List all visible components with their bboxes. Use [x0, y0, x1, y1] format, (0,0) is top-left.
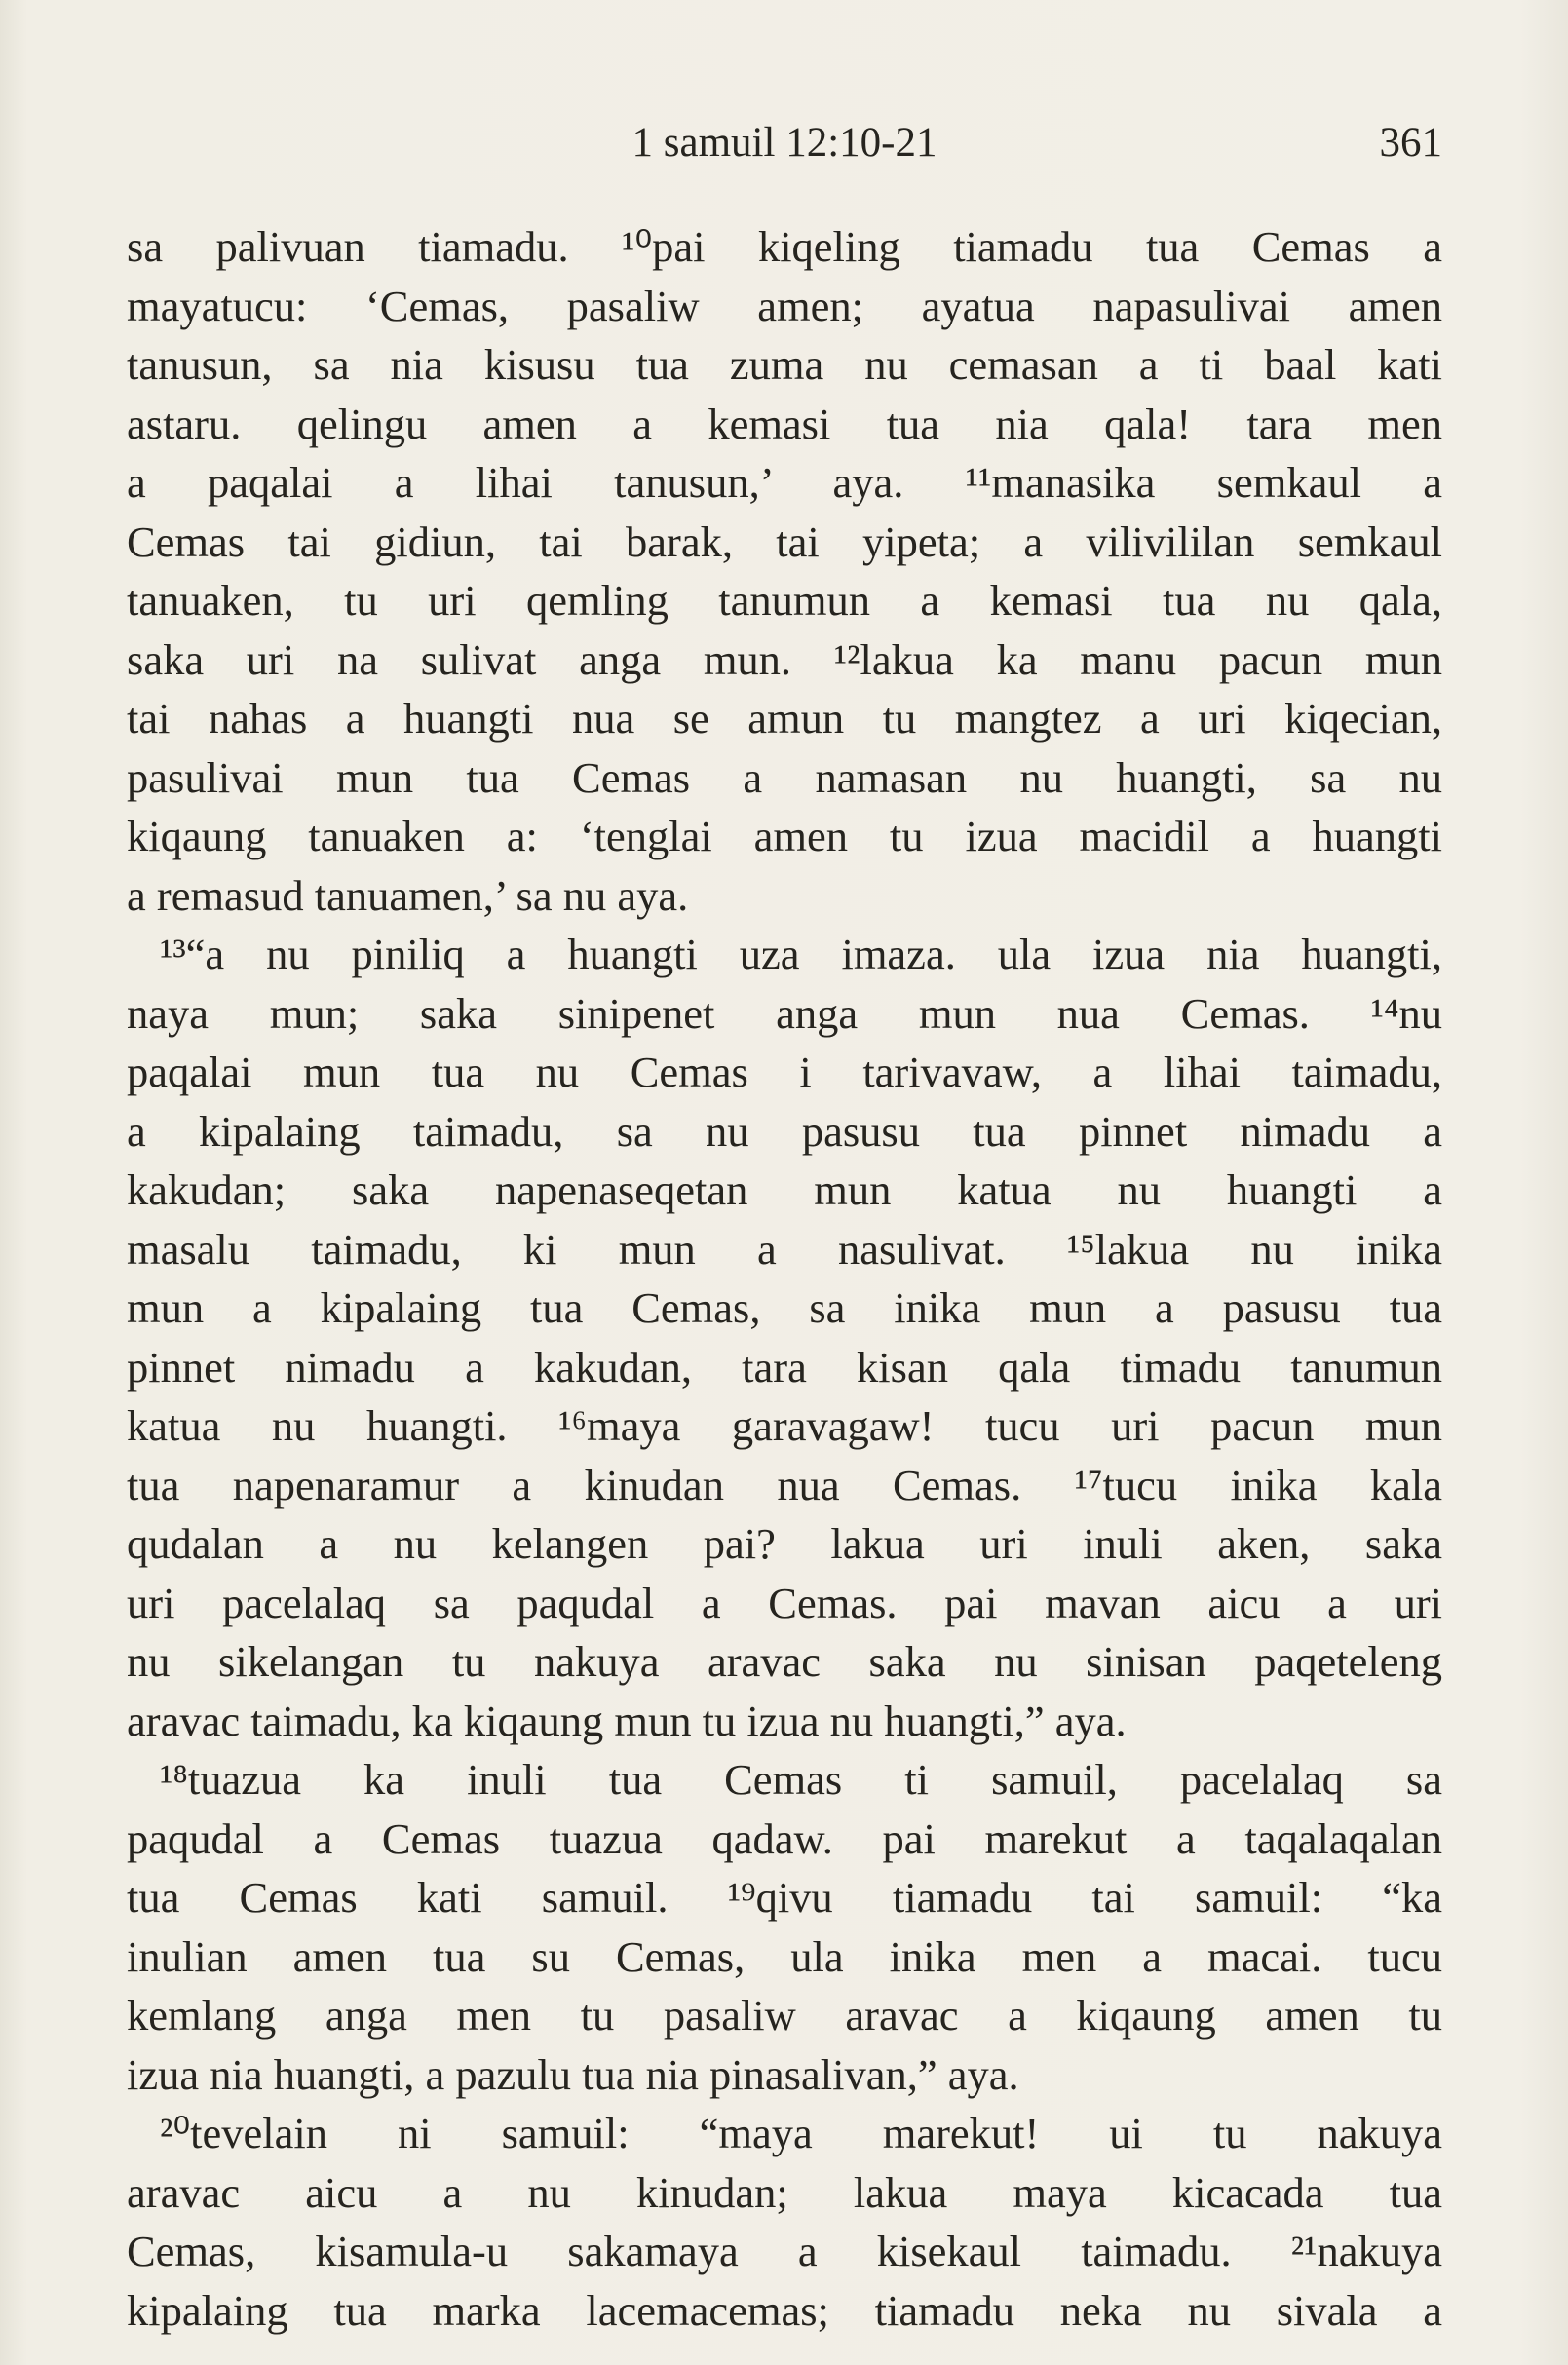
- text-line: uri pacelalaq sa paqudal a Cemas. pai mavan aicu a uri: [127, 1578, 1442, 1627]
- text-line: nu sikelangan tu nakuya aravac saka nu sinisan paqeteleng: [127, 1637, 1442, 1686]
- text-line: kakudan; saka napenaseqetan mun katua nu huangti a: [127, 1165, 1442, 1214]
- text-line: kipalaing tua marka lacemacemas; tiamadu neka nu sivala a: [127, 2285, 1442, 2335]
- text-line: a paqalai a lihai tanusun,’ aya. ¹¹manasika semkaul a: [127, 458, 1442, 507]
- text-line: pasulivai mun tua Cemas a namasan nu huangti, sa nu: [127, 752, 1442, 802]
- text-line: pinnet nimadu a kakudan, tara kisan qala timadu tanumun: [127, 1342, 1442, 1392]
- text-line: izua nia huangti, a pazulu tua nia pinasalivan,” aya.: [127, 2049, 1019, 2099]
- paragraph-4: [127, 2104, 1442, 2340]
- page-number: 361: [1379, 120, 1442, 166]
- text-line: tua Cemas kati samuil. ¹⁹qivu tiamadu tai samuil: “ka: [127, 1873, 1442, 1922]
- text-line: mun a kipalaing tua Cemas, sa inika mun a pasusu tua: [127, 1283, 1442, 1332]
- text-line: qudalan a nu kelangen pai? lakua uri inuli aken, saka: [127, 1519, 1442, 1568]
- page-header: [127, 109, 1442, 177]
- text-line: paqudal a Cemas tuazua qadaw. pai marekut a taqalaqalan: [127, 1813, 1442, 1863]
- text-line: naya mun; saka sinipenet anga mun nua Cemas. ¹⁴nu: [127, 988, 1442, 1038]
- text-line: astaru. qelingu amen a kemasi tua nia qala! tara men: [127, 399, 1442, 448]
- text-line: paqalai mun tua nu Cemas i tarivavaw, a lihai taimadu,: [127, 1048, 1442, 1096]
- text-line: Cemas, kisamula-u sakamaya a kisekaul taimadu. ²¹nakuya: [127, 2227, 1442, 2275]
- text-line: inulian amen tua su Cemas, ula inika men a macai. tucu: [127, 1931, 1442, 1981]
- paragraph-1: [127, 217, 1442, 925]
- text-line: saka uri na sulivat anga mun. ¹²lakua ka manu pacun mun: [127, 634, 1442, 684]
- text-line: ¹³“a nu piniliq a huangti uza imaza. ula izua nia huangti,: [160, 930, 1442, 978]
- text-line: ¹⁸tuazua ka inuli tua Cemas ti samuil, pacelalaq sa: [160, 1755, 1442, 1804]
- text-line: kemlang anga men tu pasaliw aravac a kiqaung amen tu: [127, 1991, 1442, 2040]
- paragraph-2: [127, 925, 1442, 1750]
- text-line: a remasud tanuamen,’ sa nu aya.: [127, 870, 689, 920]
- text-line: tanusun, sa nia kisusu tua zuma nu cemasan a ti baal kati: [127, 340, 1442, 389]
- text-line: masalu taimadu, ki mun a nasulivat. ¹⁵lakua nu inika: [127, 1224, 1442, 1274]
- text-line: tanuaken, tu uri qemling tanumun a kemasi tua nu qala,: [127, 576, 1442, 625]
- text-line: ²⁰tevelain ni samuil: “maya marekut! ui tu nakuya: [160, 2109, 1442, 2157]
- running-title: 1 samuil 12:10-21: [631, 120, 937, 166]
- text-line: Cemas tai gidiun, tai barak, tai yipeta; a vilivililan semkaul: [127, 516, 1442, 566]
- text-line: aravac aicu a nu kinudan; lakua maya kicacada tua: [127, 2167, 1442, 2217]
- text-line: katua nu huangti. ¹⁶maya garavagaw! tucu uri pacun mun: [127, 1401, 1442, 1450]
- paragraph-3: [127, 1750, 1442, 2104]
- text-line: mayatucu: ‘Cemas, pasaliw amen; ayatua napasulivai amen: [127, 281, 1442, 330]
- text-line: a kipalaing taimadu, sa nu pasusu tua pinnet nimadu a: [127, 1106, 1442, 1156]
- text-line: tai nahas a huangti nua se amun tu mangtez a uri kiqecian,: [127, 694, 1442, 743]
- text-line: kiqaung tanuaken a: ‘tenglai amen tu izua macidil a huangti: [127, 812, 1442, 860]
- text-body: [127, 217, 1442, 2340]
- text-line: tua napenaramur a kinudan nua Cemas. ¹⁷tucu inika kala: [127, 1460, 1442, 1509]
- text-line: sa palivuan tiamadu. ¹⁰pai kiqeling tiamadu tua Cemas a: [127, 222, 1442, 271]
- text-line: aravac taimadu, ka kiqaung mun tu izua nu huangti,” aya.: [127, 1696, 1127, 1745]
